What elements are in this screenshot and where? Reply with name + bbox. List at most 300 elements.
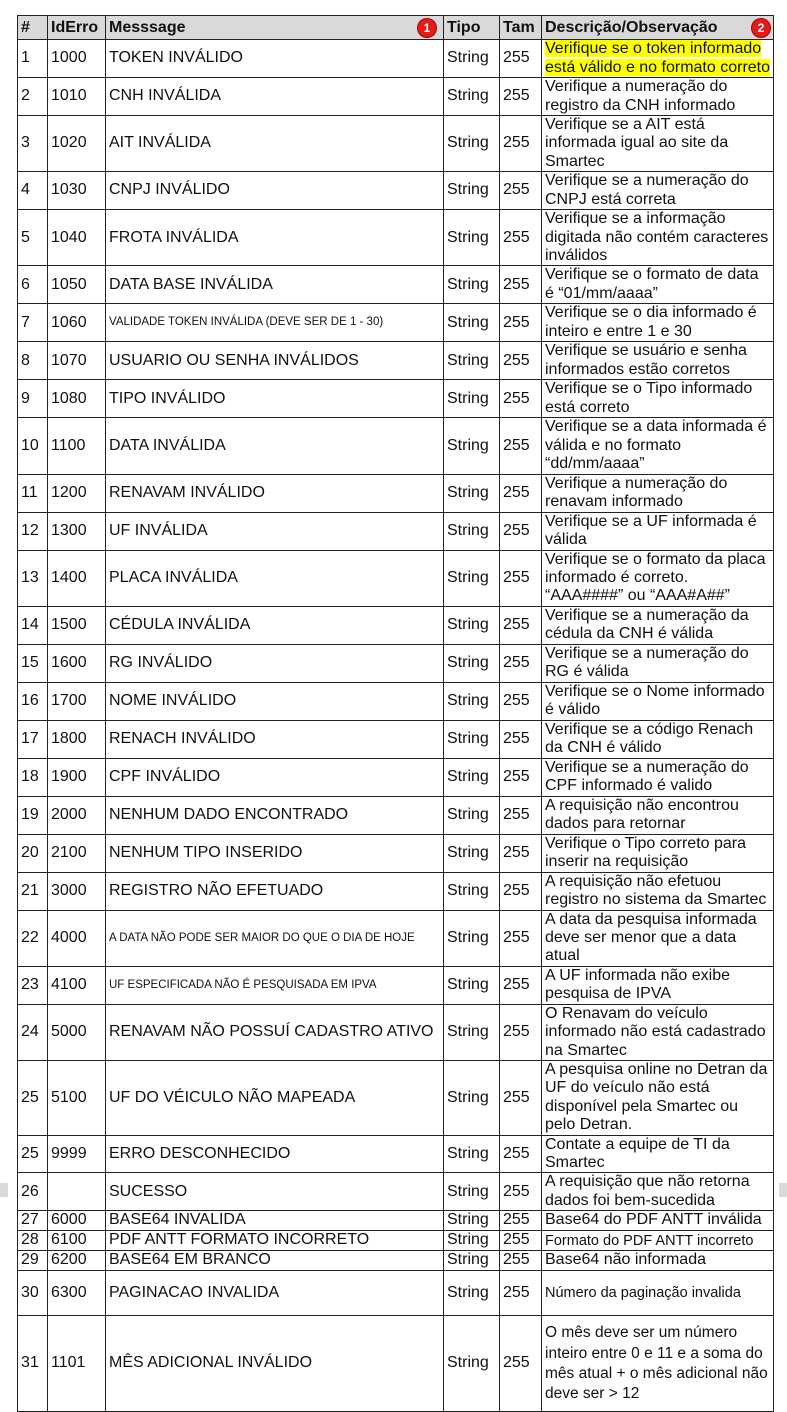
- row-message-text: USUARIO OU SENHA INVÁLIDOS: [109, 351, 359, 369]
- row-type: [444, 910, 500, 966]
- row-num: [18, 550, 48, 606]
- row-error-id: [48, 1061, 106, 1136]
- row-description-text: O mês deve ser um número inteiro entre 0 e 11 e a soma do mês atual + o mês adicional não deve ser > 12: [545, 1324, 768, 1402]
- table-row: [18, 380, 774, 418]
- row-type-text: String: [447, 691, 489, 709]
- row-num: [18, 682, 48, 720]
- row-error-id: [48, 116, 106, 172]
- row-description-text: Verifique se o token informado está válido e no formato correto: [545, 40, 771, 76]
- row-num: [18, 342, 48, 380]
- row-size: [500, 796, 542, 834]
- row-description: [542, 1173, 774, 1211]
- row-description-text: Verifique a numeração do renavam informado: [545, 474, 728, 511]
- row-num: [18, 1173, 48, 1211]
- row-error-id-text: 3000: [51, 881, 87, 899]
- row-size-text: 255: [503, 729, 530, 747]
- row-num-text: 3: [21, 134, 30, 152]
- row-type: [444, 550, 500, 606]
- table-row: [18, 172, 774, 210]
- row-size: [500, 872, 542, 910]
- row-message-text: NENHUM DADO ENCONTRADO: [109, 805, 349, 823]
- table-row: [18, 1316, 774, 1412]
- row-type-text: String: [447, 881, 489, 899]
- row-type: [444, 40, 500, 78]
- row-message-text: FROTA INVÁLIDA: [109, 228, 239, 246]
- row-type: [444, 266, 500, 304]
- row-message: [106, 40, 444, 78]
- header-message: [106, 16, 444, 40]
- row-description: [542, 40, 774, 78]
- row-error-id: [48, 796, 106, 834]
- row-description-text: Verifique se a numeração do RG é válida: [545, 644, 749, 681]
- row-message-text: DATA INVÁLIDA: [109, 436, 226, 454]
- row-description: [542, 758, 774, 796]
- row-error-id: [48, 512, 106, 550]
- row-size-text: 255: [503, 767, 530, 785]
- row-error-id: [48, 342, 106, 380]
- row-type-text: String: [447, 729, 489, 747]
- row-type: [444, 644, 500, 682]
- row-size: [500, 550, 542, 606]
- row-num-text: 17: [21, 729, 39, 747]
- row-message-text: UF ESPECIFICADA NÃO É PESQUISADA EM IPVA: [109, 978, 377, 991]
- table-row: [18, 1135, 774, 1173]
- row-size-text: 255: [503, 881, 530, 899]
- row-type-text: String: [447, 653, 489, 671]
- row-num: [18, 644, 48, 682]
- row-message: [106, 758, 444, 796]
- row-type: [444, 474, 500, 512]
- row-description: [542, 1004, 774, 1060]
- row-message: [106, 304, 444, 342]
- row-type-text: String: [447, 1182, 489, 1200]
- row-message-text: CNH INVÁLIDA: [109, 87, 222, 105]
- table-row: [18, 1004, 774, 1060]
- row-description-text: Verifique se a numeração do CNPJ está correta: [545, 172, 749, 208]
- row-type-text: String: [447, 615, 489, 633]
- row-error-id-text: 1070: [51, 351, 87, 369]
- row-type-text: String: [447, 1023, 489, 1041]
- row-num: [18, 1135, 48, 1173]
- row-num: [18, 380, 48, 418]
- table-row: [18, 474, 774, 512]
- row-num-text: 16: [21, 691, 39, 709]
- row-num: [18, 796, 48, 834]
- row-description-text: Verifique se a informação digitada não contém caracteres inválidos: [545, 210, 769, 264]
- row-size-text: 255: [503, 351, 530, 369]
- row-num-text: 22: [21, 929, 39, 947]
- row-size-text: 255: [503, 49, 530, 67]
- row-num-text: 4: [21, 181, 30, 199]
- row-size: [500, 966, 542, 1004]
- table-row: [18, 550, 774, 606]
- row-error-id-text: 1050: [51, 275, 87, 293]
- row-description: [542, 210, 774, 266]
- row-size-text: 255: [503, 653, 530, 671]
- table-row: [18, 872, 774, 910]
- row-error-id: [48, 910, 106, 966]
- row-message: [106, 550, 444, 606]
- row-description: [542, 720, 774, 758]
- row-type: [444, 606, 500, 644]
- row-error-id-text: 2100: [51, 843, 87, 861]
- table-row: [18, 304, 774, 342]
- row-description-text: Base64 do PDF ANTT inválida: [545, 1211, 762, 1229]
- row-size-text: 255: [503, 521, 530, 539]
- row-message: [106, 834, 444, 872]
- row-message-text: CNPJ INVÁLIDO: [109, 181, 230, 199]
- row-size: [500, 720, 542, 758]
- row-size-text: 255: [503, 1182, 530, 1200]
- row-description-text: A pesquisa online no Detran da UF do veículo não está disponível pela Smartec ou pelo Detran.: [545, 1061, 768, 1134]
- row-num: [18, 474, 48, 512]
- row-num: [18, 758, 48, 796]
- row-num-text: 15: [21, 653, 39, 671]
- row-message-text: RENAVAM INVÁLIDO: [109, 483, 265, 501]
- row-description: [542, 1231, 774, 1251]
- row-error-id-text: 6000: [51, 1211, 87, 1229]
- row-type-text: String: [447, 767, 489, 785]
- table-row: [18, 682, 774, 720]
- row-description: [542, 474, 774, 512]
- row-error-id: [48, 304, 106, 342]
- row-size: [500, 418, 542, 474]
- row-type: [444, 1061, 500, 1136]
- row-error-id: [48, 550, 106, 606]
- row-size: [500, 1004, 542, 1060]
- table-row: [18, 342, 774, 380]
- row-type: [444, 966, 500, 1004]
- row-error-id: [48, 1135, 106, 1173]
- row-error-id-text: 6300: [51, 1283, 87, 1301]
- row-num: [18, 266, 48, 304]
- row-type: [444, 1271, 500, 1316]
- row-type-text: String: [447, 1211, 489, 1229]
- row-size: [500, 1251, 542, 1271]
- row-num: [18, 1004, 48, 1060]
- row-num-text: 1: [21, 49, 30, 67]
- row-type-text: String: [447, 389, 489, 407]
- row-num: [18, 1061, 48, 1136]
- row-message-text: PLACA INVÁLIDA: [109, 568, 238, 586]
- row-description: [542, 966, 774, 1004]
- row-type: [444, 1004, 500, 1060]
- row-num-text: 19: [21, 805, 39, 823]
- callout-badge-1: 1: [418, 19, 436, 37]
- table-row: [18, 1231, 774, 1251]
- row-num-text: 31: [21, 1354, 39, 1372]
- row-message: [106, 1004, 444, 1060]
- row-size-text: 255: [503, 615, 530, 633]
- row-type-text: String: [447, 1088, 489, 1106]
- row-description: [542, 910, 774, 966]
- row-error-id-text: 1500: [51, 615, 87, 633]
- row-size: [500, 116, 542, 172]
- row-size: [500, 380, 542, 418]
- table-row: [18, 834, 774, 872]
- row-message-text: NENHUM TIPO INSERIDO: [109, 843, 303, 861]
- row-num-text: 11: [21, 483, 38, 501]
- row-message-text: UF INVÁLIDA: [109, 521, 208, 539]
- header-size: Tam: [500, 16, 542, 40]
- row-error-id: [48, 1004, 106, 1060]
- row-type-text: String: [447, 843, 489, 861]
- row-message: [106, 796, 444, 834]
- row-size: [500, 1135, 542, 1173]
- callout-badge-2: 2: [752, 19, 770, 37]
- row-size-text: 255: [503, 313, 530, 331]
- row-message-text: BASE64 INVALIDA: [109, 1211, 246, 1229]
- row-num: [18, 116, 48, 172]
- table-row: [18, 512, 774, 550]
- row-num-text: 14: [21, 615, 39, 633]
- row-size-text: 255: [503, 805, 530, 823]
- row-description-text: Contate a equipe de TI da Smartec: [545, 1135, 730, 1171]
- row-num-text: 7: [21, 313, 30, 331]
- row-error-id: [48, 1251, 106, 1271]
- row-description: [542, 796, 774, 834]
- row-error-id: [48, 1173, 106, 1211]
- row-type-text: String: [447, 483, 489, 501]
- row-message: [106, 644, 444, 682]
- row-message-text: PDF ANTT FORMATO INCORRETO: [109, 1231, 370, 1249]
- table-row: [18, 758, 774, 796]
- row-type-text: String: [447, 49, 489, 67]
- row-size-text: 255: [503, 483, 530, 501]
- row-size: [500, 758, 542, 796]
- header-description: [542, 16, 774, 40]
- row-type: [444, 210, 500, 266]
- row-type-text: String: [447, 1231, 489, 1249]
- row-message: [106, 512, 444, 550]
- row-num-text: 10: [21, 436, 39, 454]
- row-message: [106, 1061, 444, 1136]
- row-description-text: Verifique se o Nome informado é válido: [545, 682, 765, 719]
- row-message: [106, 1271, 444, 1316]
- row-type: [444, 872, 500, 910]
- row-description: [542, 380, 774, 418]
- row-num: [18, 172, 48, 210]
- row-description-text: Verifique o Tipo correto para inserir na requisição: [545, 834, 747, 871]
- row-num-text: 29: [21, 1251, 39, 1269]
- row-size-text: 255: [503, 389, 530, 407]
- error-codes-table: [17, 15, 774, 1412]
- row-description: [542, 116, 774, 172]
- row-error-id-text: 5100: [51, 1088, 87, 1106]
- row-error-id-text: 1300: [51, 521, 87, 539]
- row-description: [542, 1316, 774, 1412]
- row-description-text: A data da pesquisa informada deve ser menor que a data atual: [545, 910, 757, 965]
- row-error-id-text: 1040: [51, 228, 87, 246]
- row-size-text: 255: [503, 87, 530, 105]
- table-row: [18, 266, 774, 304]
- row-error-id-text: 1010: [51, 87, 87, 105]
- row-error-id: [48, 606, 106, 644]
- row-description-text: Verifique se a data informada é válida e no formato “dd/mm/aaaa”: [545, 418, 767, 473]
- row-error-id-text: 4100: [51, 976, 87, 994]
- row-type: [444, 1231, 500, 1251]
- row-description-text: Verifique se a UF informada é válida: [545, 512, 757, 549]
- header-num: #: [18, 16, 48, 40]
- row-num-text: 23: [21, 976, 39, 994]
- row-description: [542, 342, 774, 380]
- row-description: [542, 1211, 774, 1231]
- row-size: [500, 342, 542, 380]
- row-size-text: 255: [503, 568, 530, 586]
- row-message: [106, 78, 444, 116]
- row-size-text: 255: [503, 691, 530, 709]
- row-error-id-text: 1060: [51, 313, 87, 331]
- row-description-text: Base64 não informada: [545, 1251, 706, 1269]
- row-num-text: 12: [21, 521, 39, 539]
- page-edge-mark-right: [779, 1183, 787, 1197]
- row-type-text: String: [447, 1251, 489, 1269]
- table-row: [18, 1211, 774, 1231]
- row-error-id-text: 9999: [51, 1144, 87, 1162]
- row-error-id-text: 1100: [51, 436, 86, 454]
- row-message: [106, 380, 444, 418]
- row-description: [542, 550, 774, 606]
- row-num: [18, 1231, 48, 1251]
- row-message: [106, 1251, 444, 1271]
- row-num-text: 24: [21, 1023, 39, 1041]
- row-message-text: VALIDADE TOKEN INVÁLIDA (DEVE SER DE 1 - 30): [109, 316, 384, 329]
- row-message: [106, 474, 444, 512]
- row-error-id: [48, 210, 106, 266]
- row-num-text: 9: [21, 389, 30, 407]
- row-description: [542, 172, 774, 210]
- row-message-text: CPF INVÁLIDO: [109, 767, 221, 785]
- row-description: [542, 1135, 774, 1173]
- row-num-text: 8: [21, 351, 30, 369]
- row-error-id-text: 5000: [51, 1023, 87, 1041]
- row-num-text: 28: [21, 1231, 39, 1249]
- row-message: [106, 1173, 444, 1211]
- row-message: [106, 1135, 444, 1173]
- row-error-id-text: 2000: [51, 805, 87, 823]
- row-description-text: Verifique se o dia informado é inteiro e entre 1 e 30: [545, 304, 757, 340]
- row-type-text: String: [447, 436, 489, 454]
- row-size: [500, 172, 542, 210]
- row-description: [542, 644, 774, 682]
- row-type-text: String: [447, 805, 489, 823]
- row-message-text: RG INVÁLIDO: [109, 653, 213, 671]
- row-description: [542, 304, 774, 342]
- row-size: [500, 910, 542, 966]
- row-type-text: String: [447, 275, 489, 293]
- row-size-text: 255: [503, 134, 530, 152]
- row-size: [500, 210, 542, 266]
- row-num: [18, 78, 48, 116]
- table-row: [18, 1251, 774, 1271]
- row-num-text: 26: [21, 1182, 39, 1200]
- row-type: [444, 116, 500, 172]
- row-size-text: 255: [503, 1251, 530, 1269]
- row-num: [18, 304, 48, 342]
- row-type: [444, 1211, 500, 1231]
- row-message: [106, 966, 444, 1004]
- row-size-text: 255: [503, 929, 530, 947]
- row-error-id: [48, 872, 106, 910]
- row-message: [106, 342, 444, 380]
- row-description: [542, 872, 774, 910]
- row-message: [106, 210, 444, 266]
- table-row: [18, 1271, 774, 1316]
- row-error-id: [48, 966, 106, 1004]
- row-type-text: String: [447, 1144, 489, 1162]
- row-error-id: [48, 1231, 106, 1251]
- row-size: [500, 1271, 542, 1316]
- row-type-text: String: [447, 1354, 489, 1372]
- row-size: [500, 606, 542, 644]
- row-description: [542, 834, 774, 872]
- row-description: [542, 512, 774, 550]
- row-description-text: A requisição que não retorna dados foi bem-sucedida: [545, 1173, 750, 1209]
- row-size: [500, 266, 542, 304]
- row-error-id: [48, 834, 106, 872]
- row-num: [18, 1251, 48, 1271]
- row-type: [444, 78, 500, 116]
- row-message-text: RENAVAM NÃO POSSUÍ CADASTRO ATIVO: [109, 1023, 434, 1041]
- row-description: [542, 1061, 774, 1136]
- table-row: [18, 210, 774, 266]
- row-num-text: 25: [21, 1144, 39, 1162]
- row-description-text: A requisição não efetuou registro no sistema da Smartec: [545, 872, 767, 909]
- row-message-text: PAGINACAO INVALIDA: [109, 1283, 280, 1301]
- row-error-id: [48, 40, 106, 78]
- row-type-text: String: [447, 228, 489, 246]
- row-error-id: [48, 172, 106, 210]
- row-message-text: TIPO INVÁLIDO: [109, 389, 226, 407]
- row-error-id-text: 1400: [51, 568, 87, 586]
- row-error-id-text: 1020: [51, 134, 87, 152]
- row-size-text: 255: [503, 843, 530, 861]
- row-description-text: Número da paginação invalida: [545, 1285, 741, 1302]
- row-description: [542, 1251, 774, 1271]
- row-num-text: 5: [21, 228, 30, 246]
- row-size-text: 255: [503, 275, 530, 293]
- row-type: [444, 720, 500, 758]
- row-description: [542, 78, 774, 116]
- row-message: [106, 872, 444, 910]
- table-row: [18, 1061, 774, 1136]
- row-message-text: MÊS ADICIONAL INVÁLIDO: [109, 1354, 313, 1372]
- row-description-text: Verifique se a AIT está informada igual ao site da Smartec: [545, 116, 729, 170]
- row-type: [444, 758, 500, 796]
- row-num-text: 2: [21, 87, 30, 105]
- row-size: [500, 1231, 542, 1251]
- row-error-id: [48, 758, 106, 796]
- table-row: [18, 796, 774, 834]
- row-type-text: String: [447, 134, 489, 152]
- row-num-text: 20: [21, 843, 39, 861]
- row-num-text: 30: [21, 1283, 39, 1301]
- row-description-text: Formato do PDF ANTT incorreto: [545, 1232, 754, 1249]
- table-row: [18, 606, 774, 644]
- row-size-text: 255: [503, 436, 530, 454]
- row-description: [542, 606, 774, 644]
- row-description: [542, 1271, 774, 1316]
- row-num: [18, 720, 48, 758]
- row-type-text: String: [447, 568, 489, 586]
- row-message-text: CÉDULA INVÁLIDA: [109, 615, 251, 633]
- row-num: [18, 210, 48, 266]
- row-error-id: [48, 1211, 106, 1231]
- table-row: [18, 966, 774, 1004]
- row-type: [444, 1135, 500, 1173]
- row-message: [106, 266, 444, 304]
- row-num-text: 25: [21, 1088, 39, 1106]
